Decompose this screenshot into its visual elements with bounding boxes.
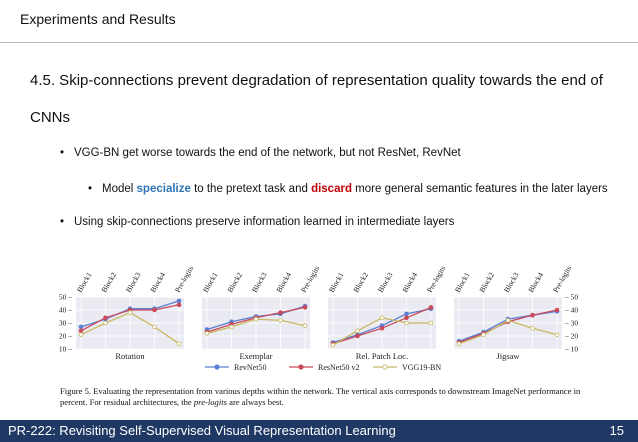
data-point (153, 325, 157, 329)
legend-marker (215, 365, 219, 369)
data-point (279, 319, 283, 323)
data-point (429, 306, 433, 310)
x-tick-label: Pre-logits (550, 264, 574, 294)
data-point (356, 329, 360, 333)
x-tick-label: Block3 (249, 270, 269, 294)
y-tick-label-right: – 30 (565, 318, 579, 328)
x-tick-label: Pre-logits (424, 264, 448, 294)
legend-label: ResNet50 v2 (318, 363, 360, 372)
data-point (205, 332, 209, 336)
x-tick-label: Block4 (526, 270, 546, 294)
data-point (405, 316, 409, 320)
bullet-dot-icon: • (88, 183, 93, 195)
data-point (405, 312, 409, 316)
y-tick-label-left: 40 – (58, 305, 72, 315)
panel-title: Rotation (115, 351, 145, 361)
legend-marker (383, 365, 387, 369)
x-tick-label: Block4 (400, 270, 420, 294)
data-point (303, 324, 307, 328)
x-tick-label: Block1 (326, 270, 346, 294)
y-tick-label-left: 10 – (58, 344, 72, 354)
discard-highlight: discard (311, 183, 352, 195)
x-tick-label: Block2 (477, 270, 497, 294)
x-tick-label: Block3 (375, 270, 395, 294)
data-point (153, 308, 157, 312)
y-tick-label-left: 50 – (58, 292, 72, 302)
y-tick-label-right: – 10 (565, 344, 579, 354)
data-point (555, 308, 559, 312)
y-tick-label-right: – 40 (565, 305, 579, 315)
bullet-3-text: Using skip-connections preserve information learned in intermediate layers (74, 216, 455, 228)
data-point (380, 316, 384, 320)
panel-title: Exemplar (239, 351, 273, 361)
x-tick-label: Block4 (148, 270, 168, 294)
x-tick-label: Block3 (123, 270, 143, 294)
caption-text-end: are always best. (226, 397, 284, 407)
x-tick-label: Block1 (74, 270, 94, 294)
slide-heading: 4.5. Skip-connections prevent degradation of representation quality towards the end of CNNs (30, 72, 603, 126)
data-point (482, 333, 486, 337)
bullet-1-text: VGG-BN get worse towards the end of the network, but not ResNet, RevNet (74, 147, 461, 159)
legend-label: RevNet50 (234, 363, 267, 372)
data-point (79, 325, 83, 329)
data-point (331, 343, 335, 347)
data-point (79, 329, 83, 333)
x-tick-label: Block1 (200, 270, 220, 294)
bullet-dot-icon: • (60, 216, 65, 228)
x-tick-label: Block2 (225, 270, 245, 294)
data-point (177, 342, 181, 346)
data-point (104, 316, 108, 320)
x-tick-label: Block1 (452, 270, 472, 294)
data-point (177, 303, 181, 307)
legend-label: VGG19-BN (402, 363, 442, 372)
data-point (380, 326, 384, 330)
x-tick-label: Pre-logits (298, 264, 322, 294)
page-number: 15 (609, 423, 624, 438)
bullet-2-text-post: more general semantic features in the later layers (351, 183, 608, 195)
footer-title: PR-222: Revisiting Self-Supervised Visual Representation Learning (8, 423, 396, 438)
data-point (104, 321, 108, 325)
data-point (457, 342, 461, 346)
panel-title: Jigsaw (496, 351, 520, 361)
y-tick-label-left: 30 – (58, 318, 72, 328)
x-tick-label: Block2 (351, 270, 371, 294)
caption-text: Figure 5. Evaluating the representation from various depths within the network. The vertical axis corresponds to downstream ImageNet performance in percent. For residual architectures, the (60, 386, 581, 407)
caption-emphasis: pre-logits (193, 397, 227, 407)
x-tick-label: Block4 (274, 270, 294, 294)
data-point (303, 306, 307, 310)
data-point (405, 321, 409, 325)
slide-footer (0, 420, 638, 442)
bullet-2-text-mid: to the pretext task and (190, 183, 312, 195)
y-tick-label-right: – 20 (565, 331, 579, 341)
data-point (254, 317, 258, 321)
slide-section-title: Experiments and Results (20, 11, 176, 27)
legend-marker (299, 365, 303, 369)
x-tick-label: Block3 (501, 270, 521, 294)
data-point (356, 334, 360, 338)
x-tick-label: Pre-logits (172, 264, 196, 294)
data-point (177, 299, 181, 303)
data-point (429, 321, 433, 325)
figure-caption (60, 386, 590, 408)
x-tick-label: Block2 (99, 270, 119, 294)
data-point (506, 319, 510, 323)
data-point (79, 333, 83, 337)
data-point (128, 311, 132, 315)
bullet-dot-icon: • (60, 147, 65, 159)
data-point (531, 326, 535, 330)
data-point (230, 325, 234, 329)
y-tick-label-left: 20 – (58, 331, 72, 341)
panel-title: Rel. Patch Loc. (355, 351, 409, 361)
y-tick-label-right: – 50 (565, 292, 579, 302)
data-point (555, 333, 559, 337)
data-point (531, 313, 535, 317)
specialize-highlight: specialize (136, 183, 191, 195)
bullet-2-text-pre: Model (102, 183, 137, 195)
data-point (279, 311, 283, 315)
